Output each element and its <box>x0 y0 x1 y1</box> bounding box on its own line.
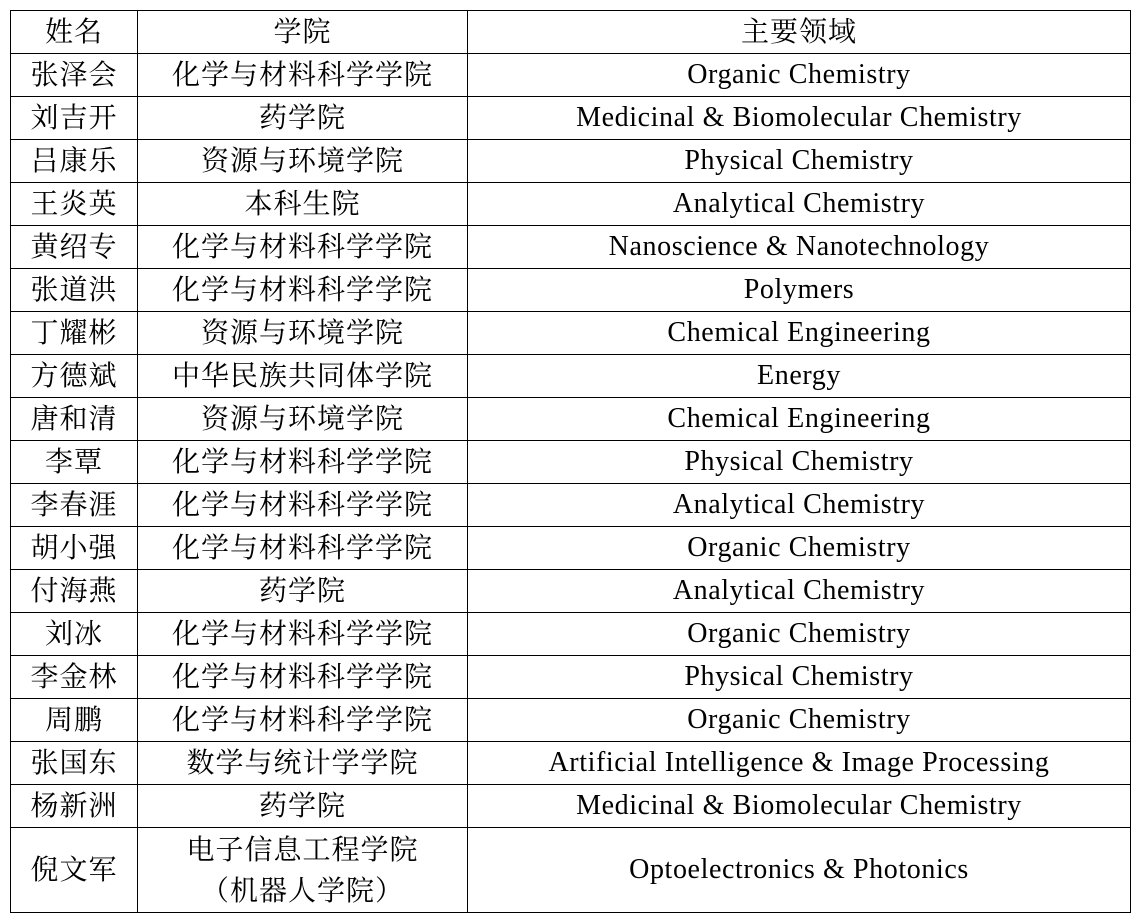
cell-school: 化学与材料科学学院 <box>138 226 468 269</box>
table-row <box>11 269 1131 312</box>
cell-name: 倪文军 <box>11 828 138 913</box>
cell-school-line: 电子信息工程学院 <box>186 833 419 866</box>
cell-school: 化学与材料科学学院 <box>138 527 468 570</box>
table-row <box>11 183 1131 226</box>
table-row <box>11 570 1131 613</box>
table-row <box>11 527 1131 570</box>
cell-field: Analytical Chemistry <box>468 484 1131 527</box>
cell-field: Optoelectronics & Photonics <box>468 828 1131 913</box>
cell-name: 李春涯 <box>11 484 138 527</box>
cell-school: 资源与环境学院 <box>138 312 468 355</box>
table-row <box>11 613 1131 656</box>
cell-school: 化学与材料科学学院 <box>138 441 468 484</box>
cell-name: 周鹏 <box>11 699 138 742</box>
cell-school <box>138 828 468 913</box>
table-row <box>11 785 1131 828</box>
cell-field: Organic Chemistry <box>468 699 1131 742</box>
table-row <box>11 140 1131 183</box>
cell-school: 中华民族共同体学院 <box>138 355 468 398</box>
cell-field: Organic Chemistry <box>468 527 1131 570</box>
cell-name: 黄绍专 <box>11 226 138 269</box>
header-row <box>11 11 1131 54</box>
table-row <box>11 828 1131 913</box>
header-field: 主要领域 <box>468 11 1131 54</box>
table-row <box>11 97 1131 140</box>
table-row <box>11 699 1131 742</box>
cell-field: Nanoscience & Nanotechnology <box>468 226 1131 269</box>
cell-field: Physical Chemistry <box>468 656 1131 699</box>
cell-name: 李金林 <box>11 656 138 699</box>
cell-field: Energy <box>468 355 1131 398</box>
header-name: 姓名 <box>11 11 138 54</box>
cell-name: 方德斌 <box>11 355 138 398</box>
cell-name: 张泽会 <box>11 54 138 97</box>
cell-name: 张国东 <box>11 742 138 785</box>
table-row <box>11 355 1131 398</box>
cell-field: Analytical Chemistry <box>468 570 1131 613</box>
cell-school: 本科生院 <box>138 183 468 226</box>
cell-field: Organic Chemistry <box>468 613 1131 656</box>
table-row <box>11 54 1131 97</box>
cell-school: 化学与材料科学学院 <box>138 484 468 527</box>
table-row <box>11 742 1131 785</box>
cell-school: 药学院 <box>138 570 468 613</box>
cell-school: 化学与材料科学学院 <box>138 54 468 97</box>
cell-name: 刘吉开 <box>11 97 138 140</box>
cell-field: Physical Chemistry <box>468 441 1131 484</box>
cell-school: 资源与环境学院 <box>138 140 468 183</box>
table-row <box>11 441 1131 484</box>
cell-school: 化学与材料科学学院 <box>138 656 468 699</box>
cell-name: 唐和清 <box>11 398 138 441</box>
cell-field: Chemical Engineering <box>468 312 1131 355</box>
cell-school: 资源与环境学院 <box>138 398 468 441</box>
cell-name: 付海燕 <box>11 570 138 613</box>
cell-school-line: （机器人学院） <box>200 874 404 907</box>
table-row <box>11 656 1131 699</box>
table-row <box>11 484 1131 527</box>
cell-field: Medicinal & Biomolecular Chemistry <box>468 97 1131 140</box>
cell-field: Analytical Chemistry <box>468 183 1131 226</box>
cell-school: 化学与材料科学学院 <box>138 613 468 656</box>
header-school: 学院 <box>138 11 468 54</box>
cell-name: 吕康乐 <box>11 140 138 183</box>
table-row <box>11 226 1131 269</box>
table-row <box>11 312 1131 355</box>
cell-school: 数学与统计学学院 <box>138 742 468 785</box>
cell-school: 药学院 <box>138 785 468 828</box>
cell-name: 王炎英 <box>11 183 138 226</box>
faculty-table <box>10 10 1131 913</box>
cell-school: 化学与材料科学学院 <box>138 699 468 742</box>
cell-school: 药学院 <box>138 97 468 140</box>
table-row <box>11 398 1131 441</box>
cell-field: Polymers <box>468 269 1131 312</box>
cell-name: 杨新洲 <box>11 785 138 828</box>
cell-name: 张道洪 <box>11 269 138 312</box>
cell-name: 胡小强 <box>11 527 138 570</box>
cell-name: 李覃 <box>11 441 138 484</box>
cell-name: 刘冰 <box>11 613 138 656</box>
cell-school: 化学与材料科学学院 <box>138 269 468 312</box>
cell-field: Medicinal & Biomolecular Chemistry <box>468 785 1131 828</box>
cell-field: Physical Chemistry <box>468 140 1131 183</box>
cell-field: Chemical Engineering <box>468 398 1131 441</box>
cell-name: 丁耀彬 <box>11 312 138 355</box>
cell-field: Organic Chemistry <box>468 54 1131 97</box>
cell-field: Artificial Intelligence & Image Processing <box>468 742 1131 785</box>
